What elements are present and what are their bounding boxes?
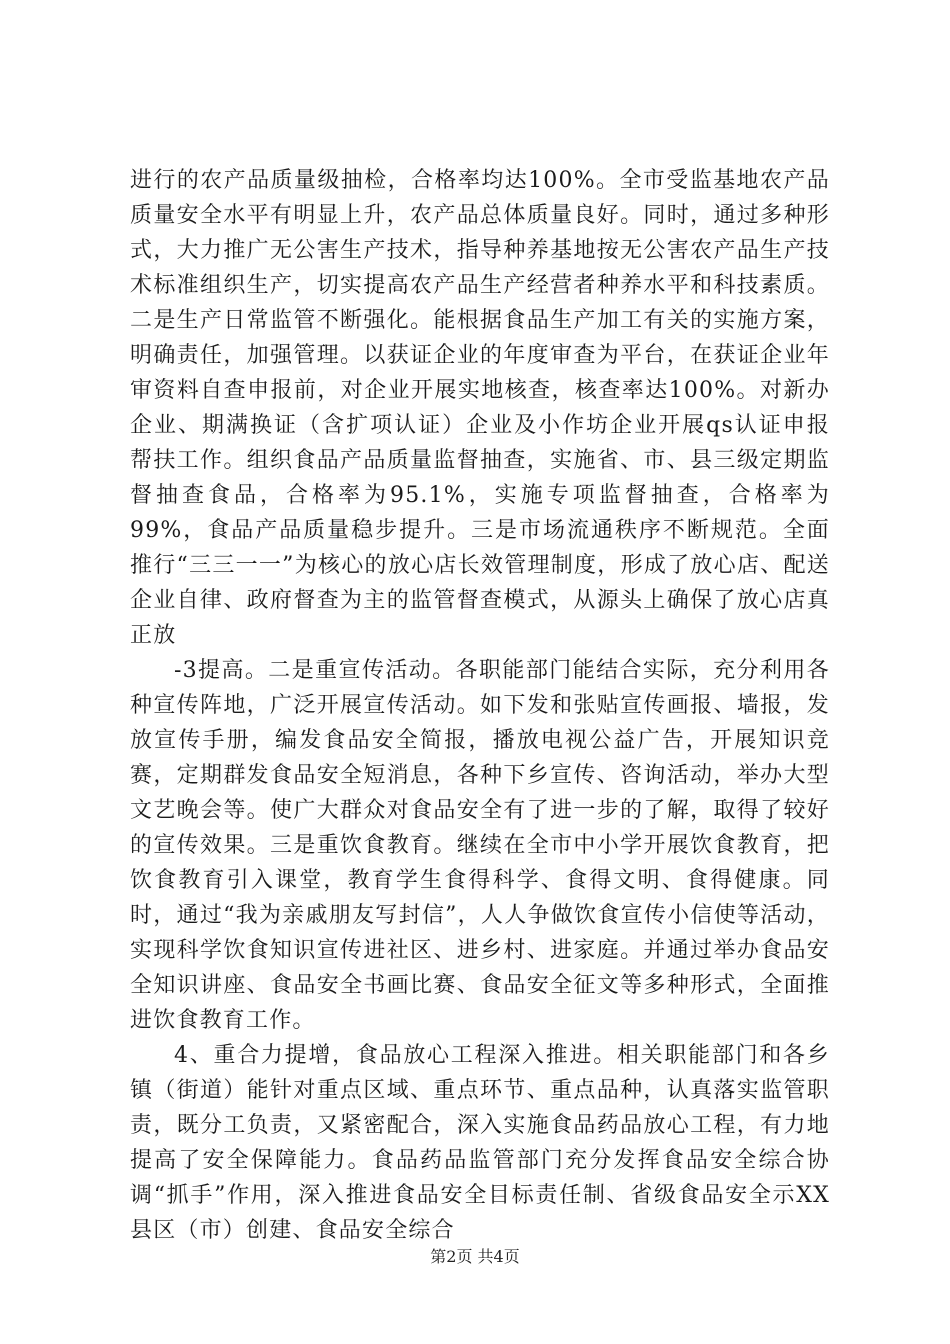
page-footer: 第2页 共4页 xyxy=(430,1247,520,1266)
paragraph-3: 4、重合力提增，食品放心工程深入推进。相关职能部门和各乡镇（街道）能针对重点区域、重点环节、重点品种，认真落实监管职责，既分工负责，又紧密配合，深入实施食品药品放心工程，有力地提高了安全保障能力。食品药品监管部门充分发挥食品安全综合协调“抓手”作用，深入推进食品安全目标责任制、省级食品安全示XX县区（市）创建、食品安全综合 xyxy=(130,1043,830,1243)
document-body xyxy=(130,163,830,1248)
paragraph-2: -3提高。二是重宣传活动。各职能部门能结合实际，充分利用各种宣传阵地，广泛开展宣传活动。如下发和张贴宣传画报、墙报，发放宣传手册，编发食品安全简报，播放电视公益广告，开展知识竞赛，定期群发食品安全短消息，各种下乡宣传、咨询活动，举办大型文艺晚会等。使广大群众对食品安全有了进一步的了解，取得了较好的宣传效果。三是重饮食教育。继续在全市中小学开展饮食教育，把饮食教育引入课堂，教育学生食得科学、食得文明、食得健康。同时，通过“我为亲戚朋友写封信”，人人争做饮食宣传小信使等活动，实现科学饮食知识宣传进社区、进乡村、进家庭。并通过举办食品安全知识讲座、食品安全书画比赛、食品安全征文等多种形式，全面推进饮食教育工作。 xyxy=(130,658,830,1033)
paragraph-1: 进行的农产品质量级抽检，合格率均达100%。全市受监基地农产品质量安全水平有明显上升，农产品总体质量良好。同时，通过多种形式，大力推广无公害生产技术，指导种养基地按无公害农产品生产技术标准组织生产，切实提高农产品生产经营者种养水平和科技素质。二是生产日常监管不断强化。能根据食品生产加工有关的实施方案，明确责任，加强管理。以获证企业的年度审查为平台，在获证企业年审资料自查申报前，对企业开展实地核查，核查率达100%。对新办企业、期满换证（含扩项认证）企业及小作坊企业开展qs认证申报帮扶工作。组织食品产品质量监督抽查，实施省、市、县三级定期监督抽查食品，合格率为95.1%，实施专项监督抽查，合格率为99%，食品产品质量稳步提升。三是市场流通秩序不断规范。全面推行“三三一一”为核心的放心店长效管理制度，形成了放心店、配送企业自律、政府督查为主的监管督查模式，从源头上确保了放心店真正放 xyxy=(130,168,830,648)
